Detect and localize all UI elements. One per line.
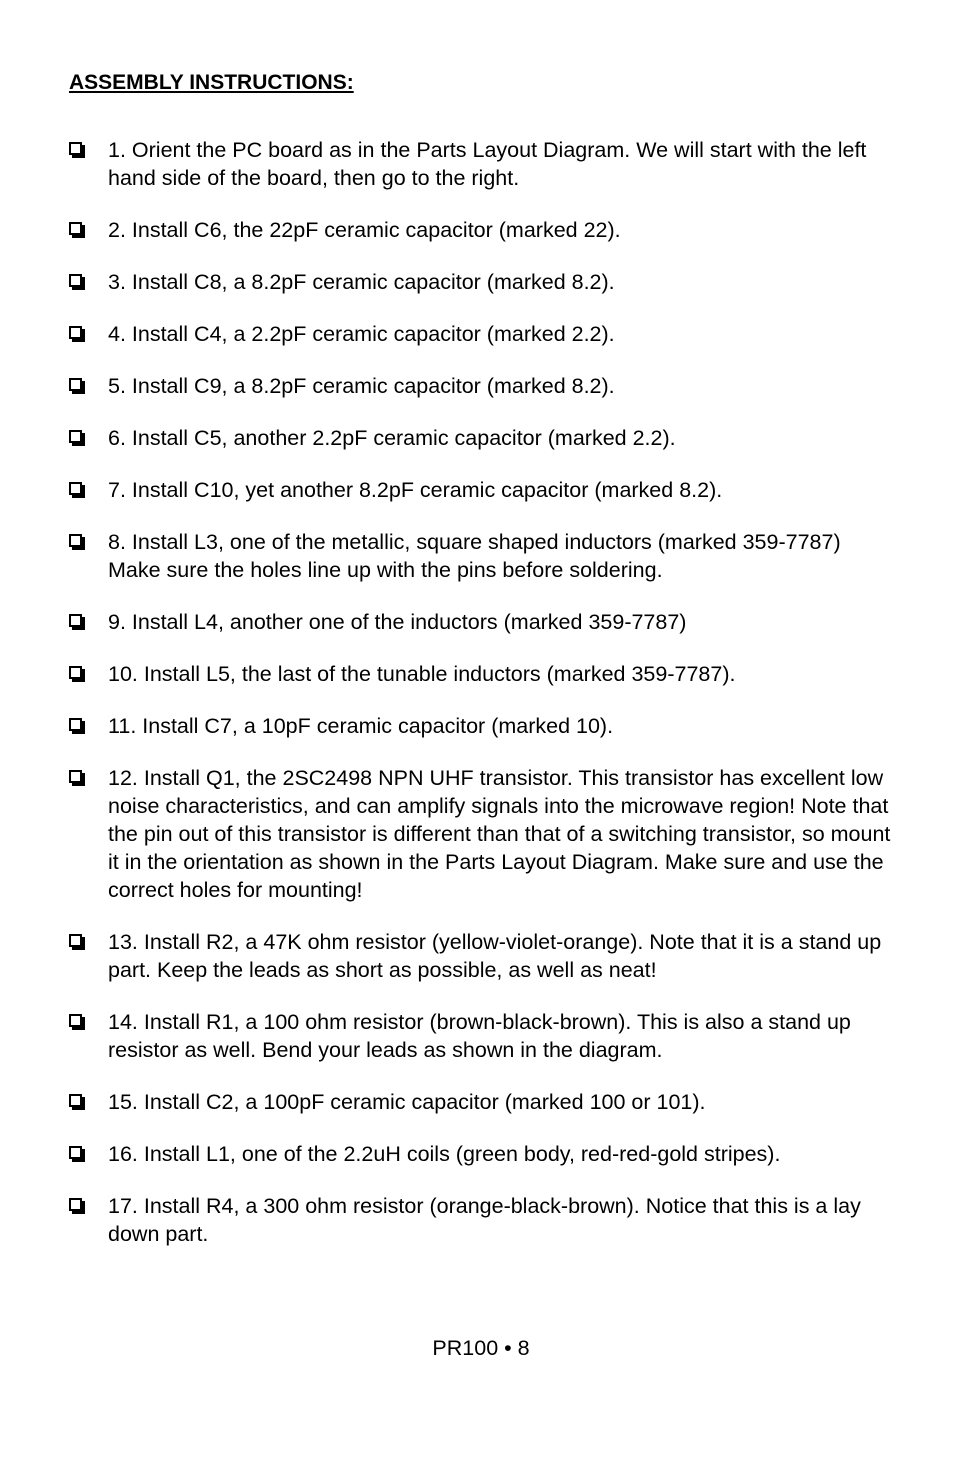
page-footer: PR100 • 8 xyxy=(432,1336,530,1360)
checkbox-icon[interactable] xyxy=(69,142,82,155)
step-item xyxy=(69,476,899,504)
step-item xyxy=(69,1088,899,1116)
step-item xyxy=(69,1192,899,1248)
step-text: 9. Install L4, another one of the inductors (marked 359-7787) xyxy=(108,610,687,634)
checkbox-icon[interactable] xyxy=(69,482,82,495)
step-text: 7. Install C10, yet another 8.2pF ceramic capacitor (marked 8.2). xyxy=(108,478,723,502)
checkbox-icon[interactable] xyxy=(69,1094,82,1107)
step-text: 13. Install R2, a 47K ohm resistor (yellow-violet-orange). Note that it is a stand up part. Keep the leads as short as possible, as well as neat! xyxy=(108,930,882,982)
step-item xyxy=(69,216,899,244)
step-item xyxy=(69,928,899,984)
step-text: 14. Install R1, a 100 ohm resistor (brown-black-brown). This is also a stand up resistor as well. Bend your leads as shown in the diagram. xyxy=(108,1010,851,1062)
step-item xyxy=(69,136,899,192)
step-text: 17. Install R4, a 300 ohm resistor (orange-black-brown). Notice that this is a lay down part. xyxy=(108,1194,861,1246)
step-item xyxy=(69,1140,899,1168)
step-text: 3. Install C8, a 8.2pF ceramic capacitor (marked 8.2). xyxy=(108,270,615,294)
checkbox-icon[interactable] xyxy=(69,1198,82,1211)
assembly-steps-list xyxy=(69,136,899,1272)
step-item xyxy=(69,1008,899,1064)
step-text: 4. Install C4, a 2.2pF ceramic capacitor (marked 2.2). xyxy=(108,322,615,346)
step-text: 10. Install L5, the last of the tunable inductors (marked 359-7787). xyxy=(108,662,736,686)
step-item xyxy=(69,764,899,904)
checkbox-icon[interactable] xyxy=(69,614,82,627)
step-item xyxy=(69,424,899,452)
checkbox-icon[interactable] xyxy=(69,770,82,783)
step-item xyxy=(69,528,899,584)
step-text: 6. Install C5, another 2.2pF ceramic capacitor (marked 2.2). xyxy=(108,426,676,450)
checkbox-icon[interactable] xyxy=(69,222,82,235)
step-text: 16. Install L1, one of the 2.2uH coils (green body, red-red-gold stripes). xyxy=(108,1142,781,1166)
step-text: 5. Install C9, a 8.2pF ceramic capacitor (marked 8.2). xyxy=(108,374,615,398)
step-text: 2. Install C6, the 22pF ceramic capacitor (marked 22). xyxy=(108,218,621,242)
step-text: 8. Install L3, one of the metallic, square shaped inductors (marked 359-7787) Make sure the holes line up with the pins before soldering. xyxy=(108,530,841,582)
checkbox-icon[interactable] xyxy=(69,666,82,679)
step-item xyxy=(69,320,899,348)
step-item xyxy=(69,268,899,296)
page-heading: ASSEMBLY INSTRUCTIONS: xyxy=(69,71,354,94)
step-text: 11. Install C7, a 10pF ceramic capacitor (marked 10). xyxy=(108,714,614,738)
checkbox-icon[interactable] xyxy=(69,934,82,947)
checkbox-icon[interactable] xyxy=(69,718,82,731)
checkbox-icon[interactable] xyxy=(69,1146,82,1159)
step-item xyxy=(69,712,899,740)
checkbox-icon[interactable] xyxy=(69,430,82,443)
step-text: 1. Orient the PC board as in the Parts Layout Diagram. We will start with the left hand side of the board, then go to the right. xyxy=(108,138,867,190)
checkbox-icon[interactable] xyxy=(69,326,82,339)
checkbox-icon[interactable] xyxy=(69,378,82,391)
step-text: 12. Install Q1, the 2SC2498 NPN UHF transistor. This transistor has excellent low noise characteristics, and can amplify signals into the microwave region! Note that the pin out of this transistor is different than that of a switching transistor, so mount it in the orientation as shown in the Parts Layout Diagram. Make sure and use the correct holes for mounting! xyxy=(108,766,891,902)
checkbox-icon[interactable] xyxy=(69,1014,82,1027)
step-item xyxy=(69,608,899,636)
checkbox-icon[interactable] xyxy=(69,274,82,287)
step-item xyxy=(69,372,899,400)
checkbox-icon[interactable] xyxy=(69,534,82,547)
step-item xyxy=(69,660,899,688)
step-text: 15. Install C2, a 100pF ceramic capacitor (marked 100 or 101). xyxy=(108,1090,706,1114)
